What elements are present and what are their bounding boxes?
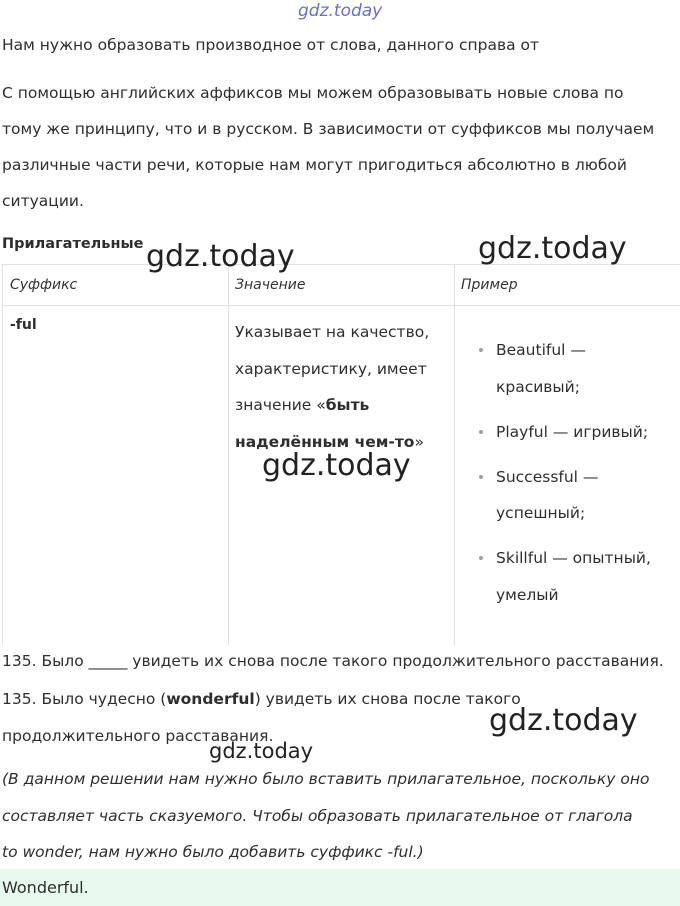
table-header-example: Пример xyxy=(461,277,518,293)
note-line: составляет часть сказуемого. Чтобы образовать прилагательное от глагола xyxy=(2,806,633,825)
watermark-top: gdz.today xyxy=(298,1,383,21)
example-line: Beautiful — xyxy=(496,341,586,359)
note-line: (В данном решении нам нужно было вставить прилагательное, поскольку оно xyxy=(2,770,650,788)
answer-line xyxy=(2,681,562,718)
meaning-line: характеристику, имеет xyxy=(235,359,427,378)
list-item xyxy=(471,414,676,451)
table-cell-examples xyxy=(471,332,676,622)
meaning-line: Указывает на качество, xyxy=(235,323,430,341)
table-header-suffix: Суффикс xyxy=(10,277,78,293)
example-line: умелый xyxy=(496,585,559,604)
task-text: 135. Было _____ увидеть их снова после такого продолжительного расставания. xyxy=(2,652,664,670)
table-column-divider xyxy=(454,265,455,645)
example-line: красивый; xyxy=(496,377,580,396)
table-cell-suffix: -ful xyxy=(10,317,37,333)
section-title: Прилагательные xyxy=(2,236,144,252)
example-line: Playful — игривый; xyxy=(496,422,649,441)
meaning-bold-text: наделённым чем-то xyxy=(235,432,415,451)
note-line: to wonder, нам нужно было добавить суффикс -ful.) xyxy=(2,843,424,861)
example-line: успешный; xyxy=(496,504,586,522)
answer-rest: ) увидеть их снова после такого xyxy=(254,690,521,708)
meaning-bold-text: быть xyxy=(325,396,370,414)
answer-bold-word: wonderful xyxy=(166,690,255,708)
paragraph-line: С помощью английских аффиксов мы можем образовывать новые слова по xyxy=(2,84,624,102)
example-line: Skillful — опытный, xyxy=(496,549,651,567)
explanation-paragraph xyxy=(2,75,674,219)
list-item xyxy=(471,540,676,613)
watermark: gdz.today xyxy=(478,231,627,266)
table-column-divider xyxy=(228,265,229,645)
watermark: gdz.today xyxy=(146,239,295,274)
paragraph-line: ситуации. xyxy=(2,192,84,210)
final-answer: Wonderful. xyxy=(0,869,680,906)
solution-note xyxy=(2,761,680,871)
paragraph-line: тому же принципу, что и в русском. В зависимости от суффиксов мы получаем xyxy=(2,120,655,138)
intro-text: Нам нужно образовать производное от слова, данного справа от xyxy=(2,36,540,54)
watermark: gdz.today xyxy=(209,739,314,763)
table-cell-meaning xyxy=(235,314,447,460)
list-item xyxy=(471,459,676,532)
answer-prefix: 135. Было чудесно ( xyxy=(2,690,167,708)
table-header-divider xyxy=(3,305,680,306)
answer-line: продолжительного расставания. xyxy=(2,726,274,745)
list-item xyxy=(471,332,676,405)
table-header-meaning: Значение xyxy=(235,277,306,293)
meaning-text: значение « xyxy=(235,396,326,414)
watermark: gdz.today xyxy=(489,703,638,738)
watermark: gdz.today xyxy=(262,448,411,483)
paragraph-line: различные части речи, которые нам могут пригодиться абсолютно в любой xyxy=(2,156,627,174)
meaning-text: » xyxy=(414,432,424,451)
example-line: Successful — xyxy=(496,467,599,486)
meaning-line xyxy=(235,387,447,424)
